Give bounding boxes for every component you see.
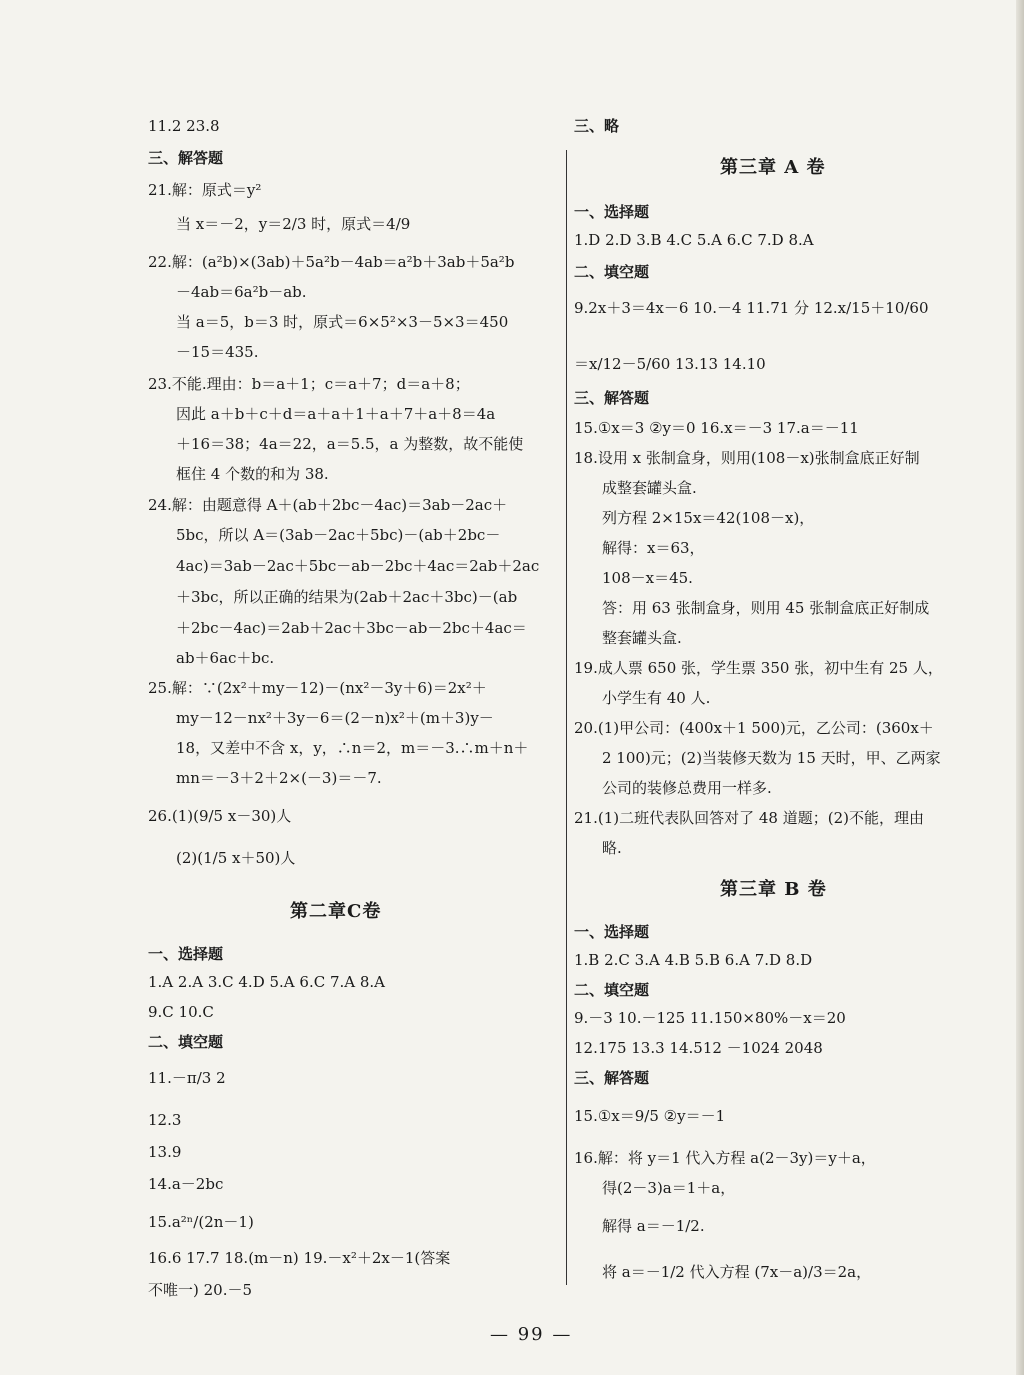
answer-line: 1.A 2.A 3.C 4.D 5.A 6.C 7.A 8.A: [148, 973, 386, 991]
chapter-heading: 第二章C卷: [290, 901, 382, 922]
answer-line: 18，又差中不含 x，y，∴n＝2，m＝－3.∴m＋n＋: [176, 739, 529, 757]
answer-line: 9.－3 10.－125 11.150×80%－x＝20: [574, 1009, 846, 1027]
answer-line: 15.①x＝9/5 ②y＝－1: [574, 1107, 726, 1125]
answer-line: ＋2bc－4ac)＝2ab＋2ac＋3bc－ab－2bc＋4ac＝: [176, 619, 527, 637]
answer-line: 16.解：将 y＝1 代入方程 a(2－3y)＝y＋a，: [574, 1149, 876, 1167]
answer-line: 21.解：原式＝y²: [148, 181, 262, 199]
answer-line: 1.D 2.D 3.B 4.C 5.A 6.C 7.D 8.A: [574, 231, 814, 249]
chapter-heading: 第三章 A 卷: [720, 157, 826, 178]
answer-line: 不唯一) 20.－5: [148, 1281, 253, 1299]
answer-line: 得(2－3)a＝1＋a，: [602, 1179, 736, 1197]
answer-line: 24.解：由题意得 A＋(ab＋2bc－4ac)＝3ab－2ac＋: [148, 496, 508, 514]
section-heading: 三、解答题: [574, 1069, 650, 1087]
answer-line: 4ac)＝3ab－2ac＋5bc－ab－2bc＋4ac＝2ab＋2ac: [176, 557, 540, 575]
answer-line: 1.B 2.C 3.A 4.B 5.B 6.A 7.D 8.D: [574, 951, 813, 969]
answer-line: 13.9: [148, 1143, 182, 1161]
answer-line: 21.(1)二班代表队回答对了 48 道题；(2)不能，理由: [574, 809, 924, 827]
answer-line: 当 x＝－2，y＝2/3 时，原式＝4/9: [176, 215, 411, 233]
answer-line: 答：用 63 张制盒身，则用 45 张制盒底正好制成: [602, 599, 930, 617]
answer-line: 当 a＝5，b＝3 时，原式＝6×5²×3－5×3＝450: [176, 313, 509, 331]
answer-line: 108－x＝45.: [602, 569, 693, 587]
answer-line: 5bc，所以 A＝(3ab－2ac＋5bc)－(ab＋2bc－: [176, 526, 501, 544]
answer-line: 小学生有 40 人.: [602, 689, 711, 707]
section-heading: 一、选择题: [148, 945, 224, 963]
section-heading: 三、解答题: [574, 389, 650, 407]
answer-line: 2 100)元；(2)当装修天数为 15 天时，甲、乙两家: [602, 749, 941, 767]
scan-edge: [1016, 0, 1024, 1375]
section-heading: 三、解答题: [148, 149, 224, 167]
section-heading: 二、填空题: [148, 1033, 224, 1051]
answer-line: 25.解：∵(2x²＋my－12)－(nx²－3y＋6)＝2x²＋: [148, 679, 487, 697]
answer-line: 14.a－2bc: [148, 1175, 224, 1193]
answer-line: mn＝－3＋2＋2×(－3)＝－7.: [176, 769, 382, 787]
answer-line: 22.解：(a²b)×(3ab)＋5a²b－4ab＝a²b＋3ab＋5a²b: [148, 253, 515, 271]
page-number: — 99 —: [490, 1324, 573, 1345]
answer-line: 成整套罐头盒.: [602, 479, 697, 497]
section-heading: 二、填空题: [574, 263, 650, 281]
answer-line: 列方程 2×15x＝42(108－x)，: [602, 509, 815, 527]
answer-line: 23.不能.理由：b＝a＋1；c＝a＋7；d＝a＋8；: [148, 375, 470, 393]
answer-line: 因此 a＋b＋c＋d＝a＋a＋1＋a＋7＋a＋8＝4a: [176, 405, 496, 423]
answer-line: 9.2x＋3＝4x－6 10.－4 11.71 分 12.x/15＋10/60: [574, 299, 929, 317]
answer-line: 16.6 17.7 18.(m－n) 19.－x²＋2x－1(答案: [148, 1249, 451, 1267]
answer-line: 12.3: [148, 1111, 182, 1129]
answer-line: 26.(1)(9/5 x－30)人: [148, 807, 292, 825]
answer-line: 19.成人票 650 张，学生票 350 张，初中生有 25 人，: [574, 659, 943, 677]
answer-line: ＝x/12－5/60 13.13 14.10: [574, 355, 766, 373]
answer-line: 15.①x＝3 ②y＝0 16.x＝－3 17.a＝－11: [574, 419, 859, 437]
answer-line: 20.(1)甲公司：(400x＋1 500)元，乙公司：(360x＋: [574, 719, 934, 737]
answer-line: ab＋6ac＋bc.: [176, 649, 275, 667]
chapter-heading: 第三章 B 卷: [720, 879, 827, 900]
answer-line: 将 a＝－1/2 代入方程 (7x－a)/3＝2a，: [602, 1263, 872, 1281]
answer-line: ＋16＝38；4a＝22，a＝5.5，a 为整数，故不能使: [176, 435, 524, 453]
answer-line: －4ab＝6a²b－ab.: [176, 283, 307, 301]
answer-line: 解得 a＝－1/2.: [602, 1217, 705, 1235]
answer-line: 11.2 23.8: [148, 117, 220, 135]
answer-line: 9.C 10.C: [148, 1003, 214, 1021]
answer-line: 框住 4 个数的和为 38.: [176, 465, 329, 483]
answer-line: 公司的装修总费用一样多.: [602, 779, 772, 797]
section-heading: 一、选择题: [574, 203, 650, 221]
answer-line: ＋3bc，所以正确的结果为(2ab＋2ac＋3bc)－(ab: [176, 588, 518, 606]
answer-line: 整套罐头盒.: [602, 629, 682, 647]
answer-line: my－12－nx²＋3y－6＝(2－n)x²＋(m＋3)y－: [176, 709, 494, 727]
answer-line: 18.设用 x 张制盒身，则用(108－x)张制盒底正好制: [574, 449, 920, 467]
column-divider: [566, 150, 567, 1285]
answer-line: 解得：x＝63，: [602, 539, 705, 557]
answer-line: －15＝435.: [176, 343, 259, 361]
answer-line: 略.: [602, 839, 622, 857]
answer-line: 12.175 13.3 14.512 －1024 2048: [574, 1039, 823, 1057]
answer-line: (2)(1/5 x＋50)人: [176, 849, 296, 867]
section-heading: 一、选择题: [574, 923, 650, 941]
answer-line: 11.－π/3 2: [148, 1069, 226, 1087]
answer-line: 15.a²ⁿ/(2n－1): [148, 1213, 254, 1231]
section-heading: 二、填空题: [574, 981, 650, 999]
section-heading: 三、略: [574, 117, 620, 135]
